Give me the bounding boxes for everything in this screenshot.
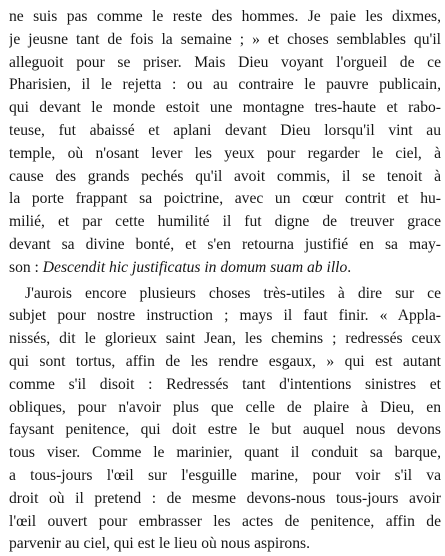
text-line: Pharisien, il le rejetta : ou au contraire le pauvre publicain, — [9, 76, 441, 94]
document-page — [9, 6, 441, 556]
text-line: milié, et par cette humilité il fut digne de treuver grace — [9, 213, 441, 231]
latin-quote: Descendit hic justificatus in domum suam ab illo — [42, 258, 348, 276]
text-line: tous viser. Comme le marinier, quant il conduit sa barque, — [9, 444, 441, 462]
text-line: subjet pour nostre instruction ; mays il faut finir. « Applа- — [9, 307, 441, 325]
text-line: devant sa divine bonté, et s'en retourna justifié en sa may- — [9, 235, 441, 253]
text-line: parvenir au ciel, qui est le lieu où nous aspirons. — [9, 535, 310, 553]
text-line: nissés, dit le glorieux saint Jean, les chemins ; redressés ceux — [9, 330, 441, 348]
text-line: alleguoit pour se priser. Mais Dieu voyant l'orgueil de ce — [9, 53, 441, 71]
paragraph — [9, 6, 441, 280]
text-line: a tous-jours l'œil sur l'esguille marine, pour voir s'il va — [9, 466, 441, 484]
text-line: je jeusne tant de fois la semaine ; » et choses semblables qu'il — [9, 30, 441, 48]
text-fragment: . — [347, 258, 352, 276]
text-line — [9, 257, 441, 280]
text-line: droit où il pretend : de mesme devons-nous tous-jours avoir — [9, 489, 441, 507]
text-line: teuse, fut abaissé et aplani devant Dieu lorsqu'il vint au — [9, 121, 441, 139]
text-line: la porte frappant sa poictrine, avec un cœur contrit et hu- — [9, 190, 441, 208]
paragraph — [9, 283, 441, 556]
text-line: obliques, pour n'avoir plus que celle de plaire à Dieu, en — [9, 398, 441, 416]
text-fragment: son : — [9, 258, 43, 276]
text-line: l'œil ouvert pour embrasser les actes de penitence, affin de — [9, 512, 441, 530]
text-line: qui sont tortus, affin de les rendre esgaux, » qui est autant — [9, 352, 441, 370]
text-line: faysant penitence, qui doit estre le but auquel nous devons — [9, 421, 441, 439]
text-line: cause des grands pechés qu'il avoit commis, il se tenoit à — [9, 167, 441, 185]
text-line: J'aurois encore plusieurs choses très-utiles à dire sur ce — [25, 284, 441, 302]
text-line: ne suis pas comme le reste des hommes. Je paie les dixmes, — [9, 8, 441, 25]
text-line: comme s'il disoit : Redressés tant d'intentions sinistres et — [9, 375, 441, 393]
text-line: qui devant le monde estoit une montagne tres-haute et rabo- — [9, 99, 441, 117]
text-line: temple, où n'osant lever les yeux pour regarder le ciel, à — [9, 144, 441, 162]
